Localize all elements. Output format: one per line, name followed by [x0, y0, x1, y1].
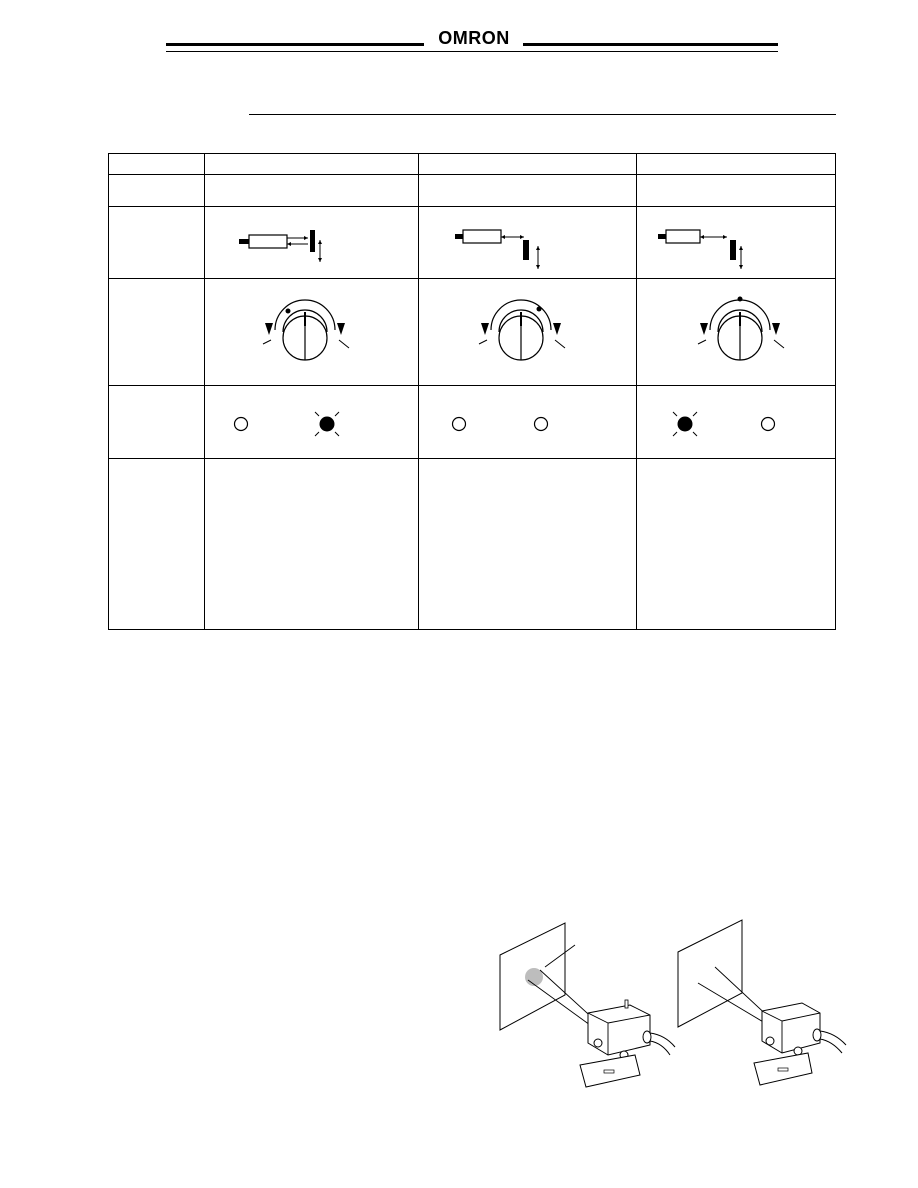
header-thin-rule — [166, 51, 778, 52]
sensor-without-spot-icon — [678, 920, 846, 1085]
brand-logo: OMRON — [438, 28, 510, 48]
sensitivity-dial-icon — [471, 290, 571, 372]
sensitivity-dial-icon — [690, 290, 790, 372]
column-divider — [636, 154, 637, 629]
sensor-position-near-icon — [236, 222, 336, 267]
section-heading-rule — [249, 114, 836, 115]
indicator-pair-icon — [668, 408, 788, 440]
sensor-illustration — [490, 915, 850, 1095]
row-divider — [109, 385, 835, 386]
sensor-position-mid-icon — [452, 222, 552, 272]
sensor-position-far-icon — [655, 222, 755, 272]
sensor-with-spot-icon — [500, 923, 675, 1087]
row-divider — [109, 278, 835, 279]
sensitivity-dial-icon — [255, 290, 355, 372]
indicator-pair-icon — [230, 408, 350, 440]
row-divider — [109, 174, 835, 175]
indicator-pair-icon — [446, 408, 566, 440]
column-divider — [418, 154, 419, 629]
header-rule-right — [523, 43, 778, 46]
row-divider — [109, 458, 835, 459]
row-divider — [109, 206, 835, 207]
column-divider — [204, 154, 205, 629]
header-rule-left — [166, 43, 424, 46]
